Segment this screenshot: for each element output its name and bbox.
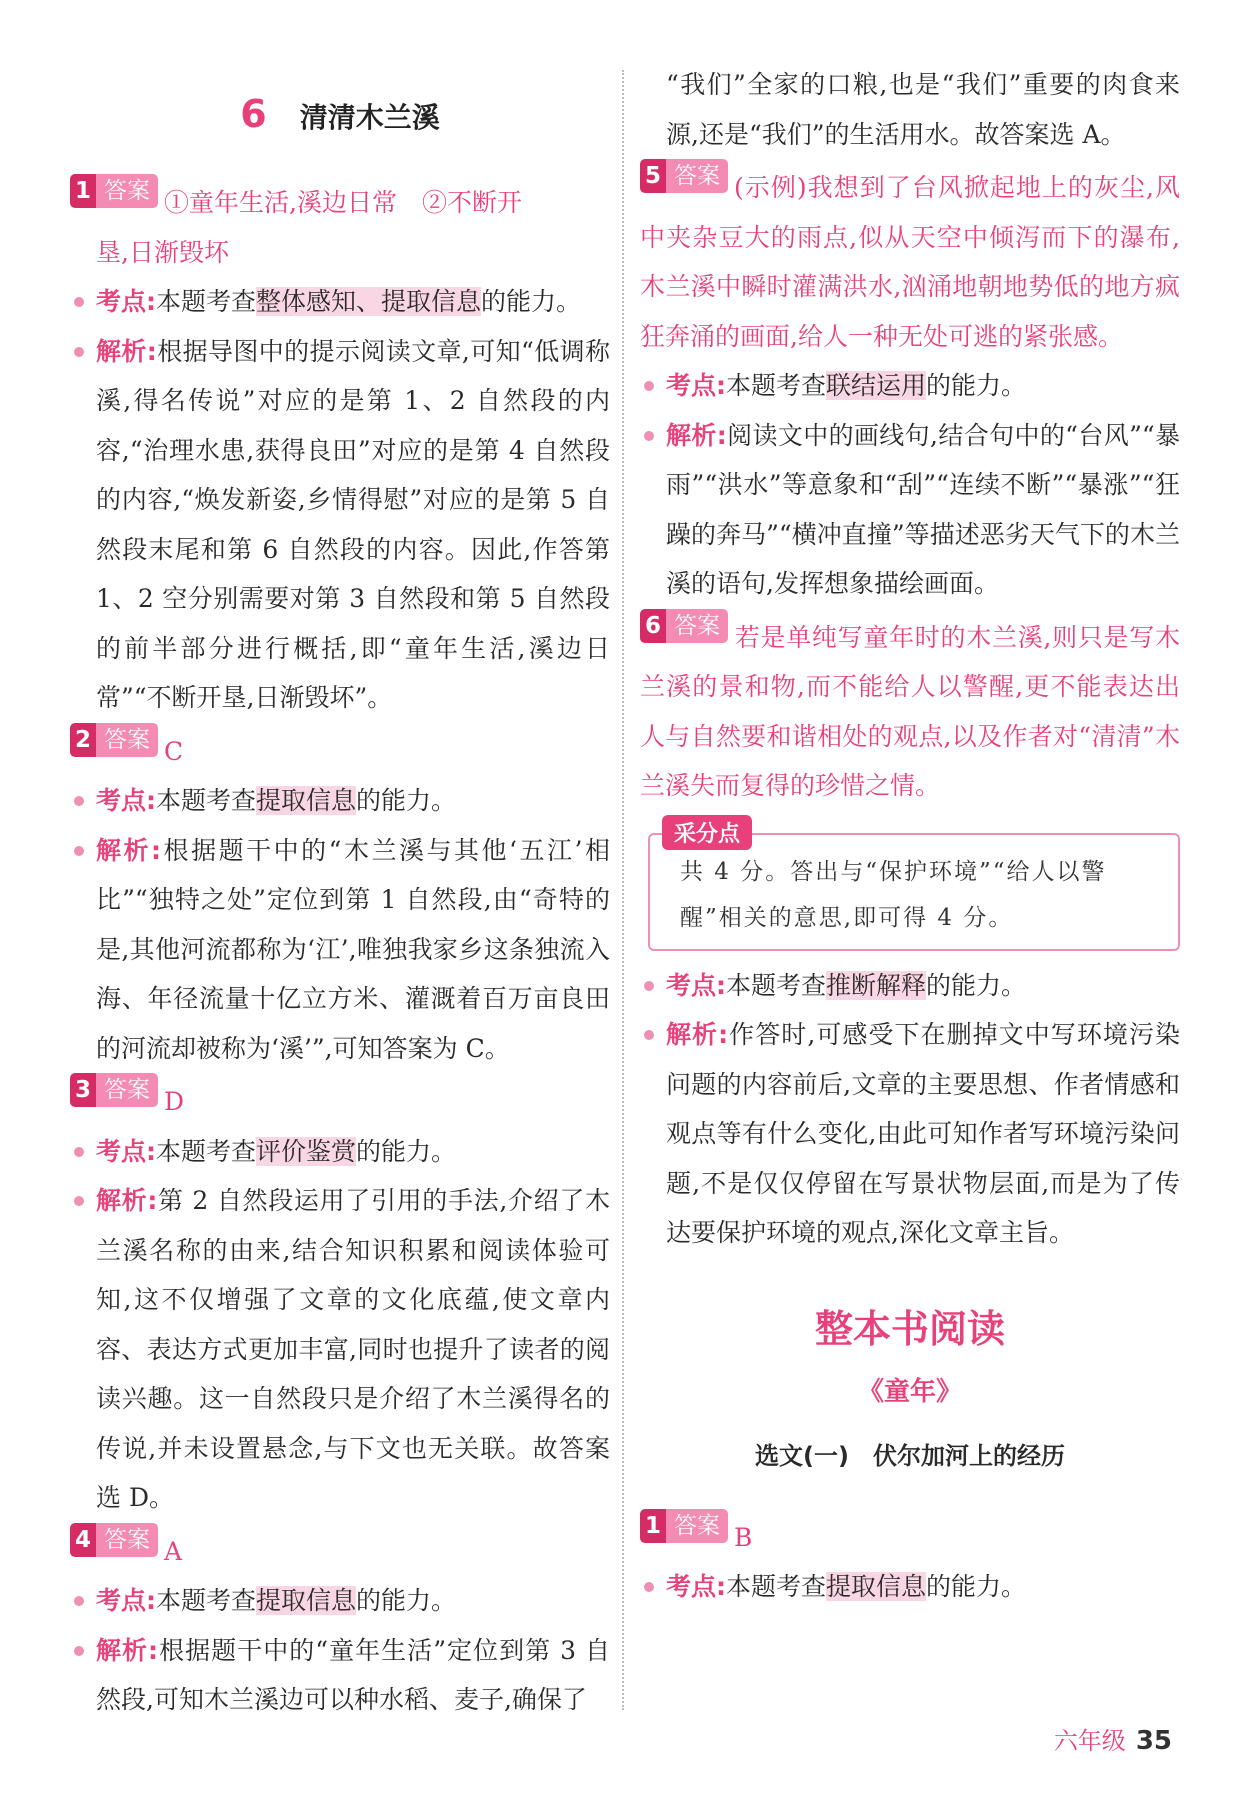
bullet-dot-icon	[644, 1030, 654, 1040]
question-2-answer	[70, 723, 610, 777]
right-column	[640, 60, 1180, 1612]
analysis-text: 根据题干中的“童年生活”定位到第 3 自然段,可知木兰溪边可以种水稻、麦子,确保了	[96, 1635, 610, 1714]
bullet-dot-icon	[644, 381, 654, 391]
scoring-label: 采分点	[662, 815, 752, 850]
analysis-text: 根据题干中的“木兰溪与其他‘五江’相比”“独特之处”定位到第 1 自然段,由“奇特的是,其他河流都称为‘江’,唯独我家乡这条独流入海、年径流量十亿立方米、灌溉着百万亩良田的河流却被称为‘溪’”,可知答案为 C。	[96, 835, 610, 1063]
selection-title: 选文(一) 伏尔加河上的经历	[755, 1441, 1065, 1470]
bullet-dot-icon	[74, 796, 84, 806]
answer-badge: 2 答案	[70, 723, 158, 757]
analysis: 解析:根据题干中的“木兰溪与其他‘五江’相比”“独特之处”定位到第 1 自然段,由“奇特的是,其他河流都称为‘江’,唯独我家乡这条独流入海、年径流量十亿立方米、灌溉着百万亩良田的河流却被称为‘溪’”,可知答案为 C。	[70, 826, 610, 1074]
test-point-label: 考点:	[96, 287, 156, 316]
question-3-answer	[70, 1073, 610, 1127]
bullet-dot-icon	[74, 297, 84, 307]
skill-highlight: 提取信息	[826, 1572, 927, 1601]
skill-highlight: 整体感知、提取信息	[256, 287, 482, 316]
analysis-text: 作答时,可感受下在删掉文中写环境污染问题的内容前后,文章的主要思想、作者情感和观点等有什么变化,由此可知作者写环境污染问题,不是仅仅停留在写景状物层面,而是为了传达要保护环境的观点,深化文章主旨。	[666, 1020, 1180, 1247]
answer-badge: 6 答案	[640, 609, 728, 643]
bullet-dot-icon	[644, 431, 654, 441]
section-title: 整本书阅读	[814, 1306, 1005, 1351]
bullet-dot-icon	[644, 1582, 654, 1592]
page-number: 35	[1135, 1726, 1172, 1756]
bullet-dot-icon	[74, 1646, 84, 1656]
grade-label: 六年级	[1053, 1727, 1126, 1755]
analysis-text: 阅读文中的画线句,结合句中的“台风”“暴雨”“洪水”等意象和“刮”“连续不断”“暴涨”“狂躁的奔马”“横冲直撞”等描述恶劣天气下的木兰溪的语句,发挥想象描绘画面。	[666, 420, 1180, 598]
chapter-title: 清清木兰溪	[299, 101, 440, 134]
scoring-text: 共 4 分。答出与“保护环境”“给人以警醒”相关的意思,即可得 4 分。	[680, 858, 1107, 931]
answer-text: D	[164, 1087, 185, 1116]
test-point: 考点:本题考查整体感知、提取信息的能力。	[70, 277, 610, 327]
bullet-dot-icon	[644, 981, 654, 991]
answer-text: A	[164, 1536, 183, 1566]
analysis-label: 解析:	[96, 336, 157, 366]
bullet-dot-icon	[74, 1196, 84, 1206]
answer-text: B	[734, 1522, 753, 1552]
scoring-box	[648, 821, 1180, 951]
question-4-answer	[70, 1523, 610, 1577]
answer-badge: 4 答案	[70, 1523, 158, 1557]
skill-highlight: 联结运用	[826, 371, 927, 400]
answer-text: C	[164, 736, 184, 766]
chapter-number: 6	[240, 92, 267, 136]
test-point: 考点:本题考查提取信息的能力。	[70, 776, 610, 826]
test-point: 考点:本题考查提取信息的能力。	[640, 1562, 1180, 1612]
analysis	[70, 327, 610, 723]
book-title: 《童年》	[857, 1376, 962, 1407]
analysis-continued	[640, 60, 1180, 159]
test-point: 考点:本题考查提取信息的能力。	[70, 1576, 610, 1626]
left-column	[70, 60, 610, 1725]
skill-highlight: 推断解释	[826, 970, 927, 1000]
whole-book-question-1-answer	[640, 1509, 1180, 1563]
analysis: 解析:第 2 自然段运用了引用的手法,介绍了木兰溪名称的由来,结合知识积累和阅读体验可知,这不仅增强了文章的文化底蕴,使文章内容、表达方式更加丰富,同时也提升了读者的阅读兴趣。这一自然段只是介绍了木兰溪得名的传说,并未设置悬念,与下文也无关联。故答案选 D。	[70, 1176, 610, 1523]
column-divider	[622, 70, 624, 1710]
answer-text: ①童年生活,溪边日常 ②不断开	[164, 188, 522, 217]
answer-badge: 1 答案	[640, 1509, 728, 1543]
bullet-dot-icon	[74, 1596, 84, 1606]
test-point: 考点:本题考查评价鉴赏的能力。	[70, 1127, 610, 1177]
question-1-answer	[70, 174, 610, 228]
analysis-text: 根据导图中的提示阅读文章,可知“低调称溪,得名传说”对应的是第 1、2 自然段的内容,“治理水患,获得良田”对应的是第 4 自然段的内容,“焕发新姿,乡情得慰”对应的是第 5 自然段末尾和第 6 自然段的内容。因此,作答第 1、2 空分别需要对第 3 自然段和第 5 自然段的前半部分进行概括,即“童年生活,溪边日常”“不断开垦,日渐毁坏”。	[96, 336, 611, 712]
question-5-answer	[640, 159, 1180, 361]
answer-text-continued: 垦,日渐毁坏	[96, 237, 229, 267]
test-point: 考点:本题考查联结运用的能力。	[640, 361, 1180, 411]
answer-text: (示例)我想到了台风掀起地上的灰尘,风中夹杂豆大的雨点,似从天空中倾泻而下的瀑布,木兰溪中瞬时灌满洪水,汹涌地朝地势低的地方疯狂奔涌的画面,给人一种无处可逃的紧张感。	[640, 173, 1180, 351]
answer-badge: 1 答案	[70, 174, 158, 208]
skill-highlight: 评价鉴赏	[256, 1136, 357, 1166]
chapter-heading	[70, 92, 610, 152]
analysis: 解析:阅读文中的画线句,结合句中的“台风”“暴雨”“洪水”等意象和“刮”“连续不断”“暴涨”“狂躁的奔马”“横冲直撞”等描述恶劣天气下的木兰溪的语句,发挥想象描绘画面。	[640, 411, 1180, 609]
page-footer	[1054, 1721, 1172, 1756]
analysis-text: “我们”全家的口粮,也是“我们”重要的肉食来源,还是“我们”的生活用水。故答案选 A。	[666, 70, 1180, 149]
answer-badge: 5 答案	[640, 159, 728, 193]
bullet-dot-icon	[74, 1147, 84, 1157]
analysis: 解析:作答时,可感受下在删掉文中写环境污染问题的内容前后,文章的主要思想、作者情感和观点等有什么变化,由此可知作者写环境污染问题,不是仅仅停留在写景状物层面,而是为了传达要保护环境的观点,深化文章主旨。	[640, 1010, 1180, 1258]
skill-highlight: 提取信息	[256, 1586, 357, 1615]
analysis-text: 第 2 自然段运用了引用的手法,介绍了木兰溪名称的由来,结合知识积累和阅读体验可知,这不仅增强了文章的文化底蕴,使文章内容、表达方式更加丰富,同时也提升了读者的阅读兴趣。这一自然段只是介绍了木兰溪得名的传说,并未设置悬念,与下文也无关联。故答案选 D。	[96, 1186, 610, 1512]
question-6-answer	[640, 609, 1180, 811]
skill-highlight: 提取信息	[256, 786, 357, 815]
bullet-dot-icon	[74, 347, 84, 357]
answer-badge: 3 答案	[70, 1073, 158, 1107]
analysis: 解析:根据题干中的“童年生活”定位到第 3 自然段,可知木兰溪边可以种水稻、麦子,确保了	[70, 1626, 610, 1725]
test-point: 考点:本题考查推断解释的能力。	[640, 961, 1180, 1011]
answer-text: 若是单纯写童年时的木兰溪,则只是写木兰溪的景和物,而不能给人以警醒,更不能表达出人与自然要和谐相处的观点,以及作者对“清清”木兰溪失而复得的珍惜之情。	[640, 622, 1180, 800]
bullet-dot-icon	[74, 846, 84, 856]
